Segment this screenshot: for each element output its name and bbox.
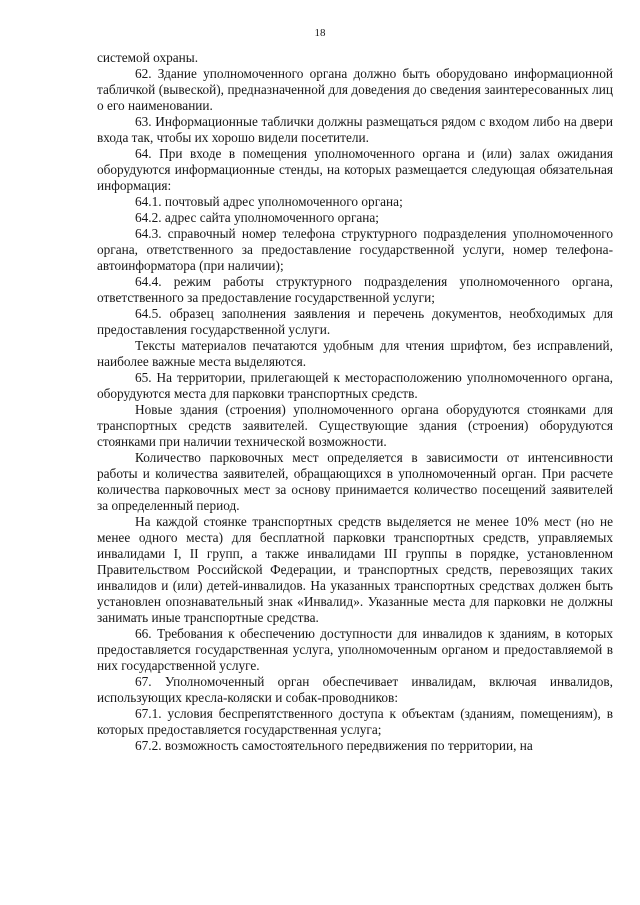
document-body	[97, 50, 613, 754]
paragraph: На каждой стоянке транспортных средств выделяется не менее 10% мест (но не менее одного места) для бесплатной парковки транспортных средств, управляемых инвалидами I, II групп, а также инвалидами III группы в порядке, установленном Правительством Российской Федерации, и транспортных средств, перевозящих таких инвалидов и (или) детей-инвалидов. На указанных транспортных средствах должен быть установлен опознавательный знак «Инвалид». Указанные места для парковки не должны занимать иные транспортные средства.	[97, 514, 613, 625]
paragraph: 64. При входе в помещения уполномоченного органа и (или) залах ожидания оборудуются информационные стенды, на которых размещается следующая обязательная информация:	[97, 146, 613, 193]
paragraph: 67.1. условия беспрепятственного доступа к объектам (зданиям, помещениям), в которых предоставляется государственная услуга;	[97, 706, 613, 737]
paragraph: системой охраны.	[97, 50, 199, 65]
paragraph: 65. На территории, прилегающей к месторасположению уполномоченного органа, оборудуются места для парковки транспортных средств.	[97, 370, 613, 401]
page-number: 18	[314, 27, 326, 39]
paragraph: 63. Информационные таблички должны размещаться рядом с входом либо на двери входа так, чтобы их хорошо видели посетители.	[97, 114, 613, 145]
paragraph: Новые здания (строения) уполномоченного органа оборудуются стоянками для транспортных средств заявителей. Существующие здания (строения) оборудуются стоянками при наличии технической возможности.	[97, 402, 613, 449]
paragraph: 67. Уполномоченный орган обеспечивает инвалидам, включая инвалидов, использующих кресла-коляски и собак-проводников:	[97, 674, 613, 705]
paragraph: 67.2. возможность самостоятельного передвижения по территории, на	[135, 738, 533, 753]
paragraph: 64.3. справочный номер телефона структурного подразделения уполномоченного органа, ответственного за предоставление государственной услуги, номер телефона-автоинформатора (при наличии);	[97, 226, 613, 273]
paragraph: 64.5. образец заполнения заявления и перечень документов, необходимых для предоставления государственной услуги.	[97, 306, 613, 337]
paragraph: 62. Здание уполномоченного органа должно быть оборудовано информационной табличкой (вывеской), предназначенной для доведения до сведения заинтересованных лиц о его наименовании.	[97, 66, 613, 113]
paragraph: 64.2. адрес сайта уполномоченного органа;	[135, 210, 380, 225]
paragraph: Количество парковочных мест определяется в зависимости от интенсивности работы и количества заявителей, обращающихся в уполномоченный орган. При расчете количества парковочных мест за основу принимается количество посещений заявителей за определенный период.	[97, 450, 613, 513]
paragraph: 64.4. режим работы структурного подразделения уполномоченного органа, ответственного за предоставление государственной услуги;	[97, 274, 613, 305]
paragraph: 66. Требования к обеспечению доступности для инвалидов к зданиям, в которых предоставляется государственная услуга, уполномоченным органом и предоставляемой в них государственной услуге.	[97, 626, 613, 673]
paragraph: 64.1. почтовый адрес уполномоченного органа;	[135, 194, 403, 209]
paragraph: Тексты материалов печатаются удобным для чтения шрифтом, без исправлений, наиболее важные места выделяются.	[97, 338, 613, 369]
